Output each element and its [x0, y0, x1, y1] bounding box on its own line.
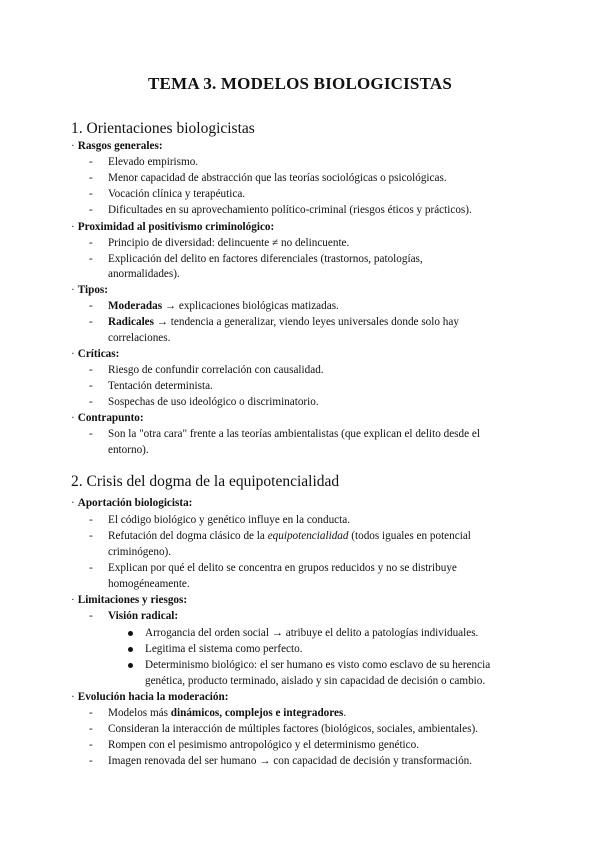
list-item: - Moderadas → explicaciones biológicas matizadas.	[108, 299, 339, 314]
list-item: - Menor capacidad de abstracción que las teorías sociológicas o psicológicas.	[108, 171, 447, 186]
list-item: - Rompen con el pesimismo antropológico y el determinismo genético.	[108, 738, 419, 753]
list-item: - Elevado empirismo.	[108, 155, 198, 170]
bullet-item-continuation: genética, producto terminado, aislado y sin capacidad de decisión o cambio.	[145, 675, 486, 687]
list-item: - Tentación determinista.	[108, 379, 213, 394]
list-item: - Radicales → tendencia a generalizar, viendo leyes universales donde solo hay	[108, 315, 459, 330]
list-item: - Sospechas de uso ideológico o discriminatorio.	[108, 395, 319, 410]
list-item-continuation: correlaciones.	[108, 332, 171, 344]
list-item: - Vocación clínica y terapéutica.	[108, 187, 245, 202]
limitaciones-heading: · Limitaciones y riesgos:	[71, 594, 188, 606]
list-item: - Principio de diversidad: delincuente ≠ no delincuente.	[108, 236, 349, 251]
tipos-heading: · Tipos:	[71, 284, 108, 296]
list-item-continuation: criminógeno).	[108, 546, 172, 558]
list-item: - Imagen renovada del ser humano → con capacidad de decisión y transformación.	[108, 754, 472, 769]
evolucion-heading: · Evolución hacia la moderación:	[71, 691, 229, 703]
list-item-continuation: anormalidades).	[108, 268, 180, 280]
rasgos-heading: · Rasgos generales:	[71, 140, 163, 152]
bullet-item: Determinismo biológico: el ser humano es visto como esclavo de su herencia	[145, 659, 491, 671]
bullet-item: Arrogancia del orden social → atribuye el delito a patologías individuales.	[145, 627, 479, 639]
document-title: TEMA 3. MODELOS BIOLOGICISTAS	[148, 74, 452, 93]
contrapunto-heading: · Contrapunto:	[71, 412, 144, 424]
list-item: - El código biológico y genético influye en la conducta.	[108, 513, 350, 528]
list-item: - Explican por qué el delito se concentra en grupos reducidos y no se distribuye	[108, 561, 457, 576]
section-2-heading: 2. Crisis del dogma de la equipotencialidad	[71, 473, 340, 490]
list-item-continuation: entorno).	[108, 444, 149, 456]
aportacion-heading: · Aportación biologicista:	[71, 497, 193, 509]
criticas-heading: · Críticas:	[71, 348, 120, 360]
list-item-continuation: homogéneamente.	[108, 578, 190, 590]
list-item: - Refutación del dogma clásico de la equipotencialidad (todos iguales en potencial	[108, 529, 471, 544]
list-item: - Explicación del delito en factores diferenciales (trastornos, patologías,	[108, 252, 423, 267]
section-1-heading: 1. Orientaciones biologicistas	[71, 120, 255, 137]
vision-radical-subheading: - Visión radical:	[108, 609, 178, 624]
list-item: - Riesgo de confundir correlación con causalidad.	[108, 363, 324, 378]
list-item: - Consideran la interacción de múltiples factores (biológicos, sociales, ambientales).	[108, 722, 478, 737]
bullet-item: Legitima el sistema como perfecto.	[145, 643, 303, 655]
list-item: - Modelos más dinámicos, complejos e integradores.	[108, 706, 346, 721]
proximidad-heading: · Proximidad al positivismo criminológico:	[71, 221, 275, 233]
list-item: - Dificultades en su aprovechamiento político-criminal (riesgos éticos y prácticos).	[108, 203, 472, 218]
list-item: - Son la "otra cara" frente a las teorías ambientalistas (que explican el delito desde el	[108, 427, 480, 442]
